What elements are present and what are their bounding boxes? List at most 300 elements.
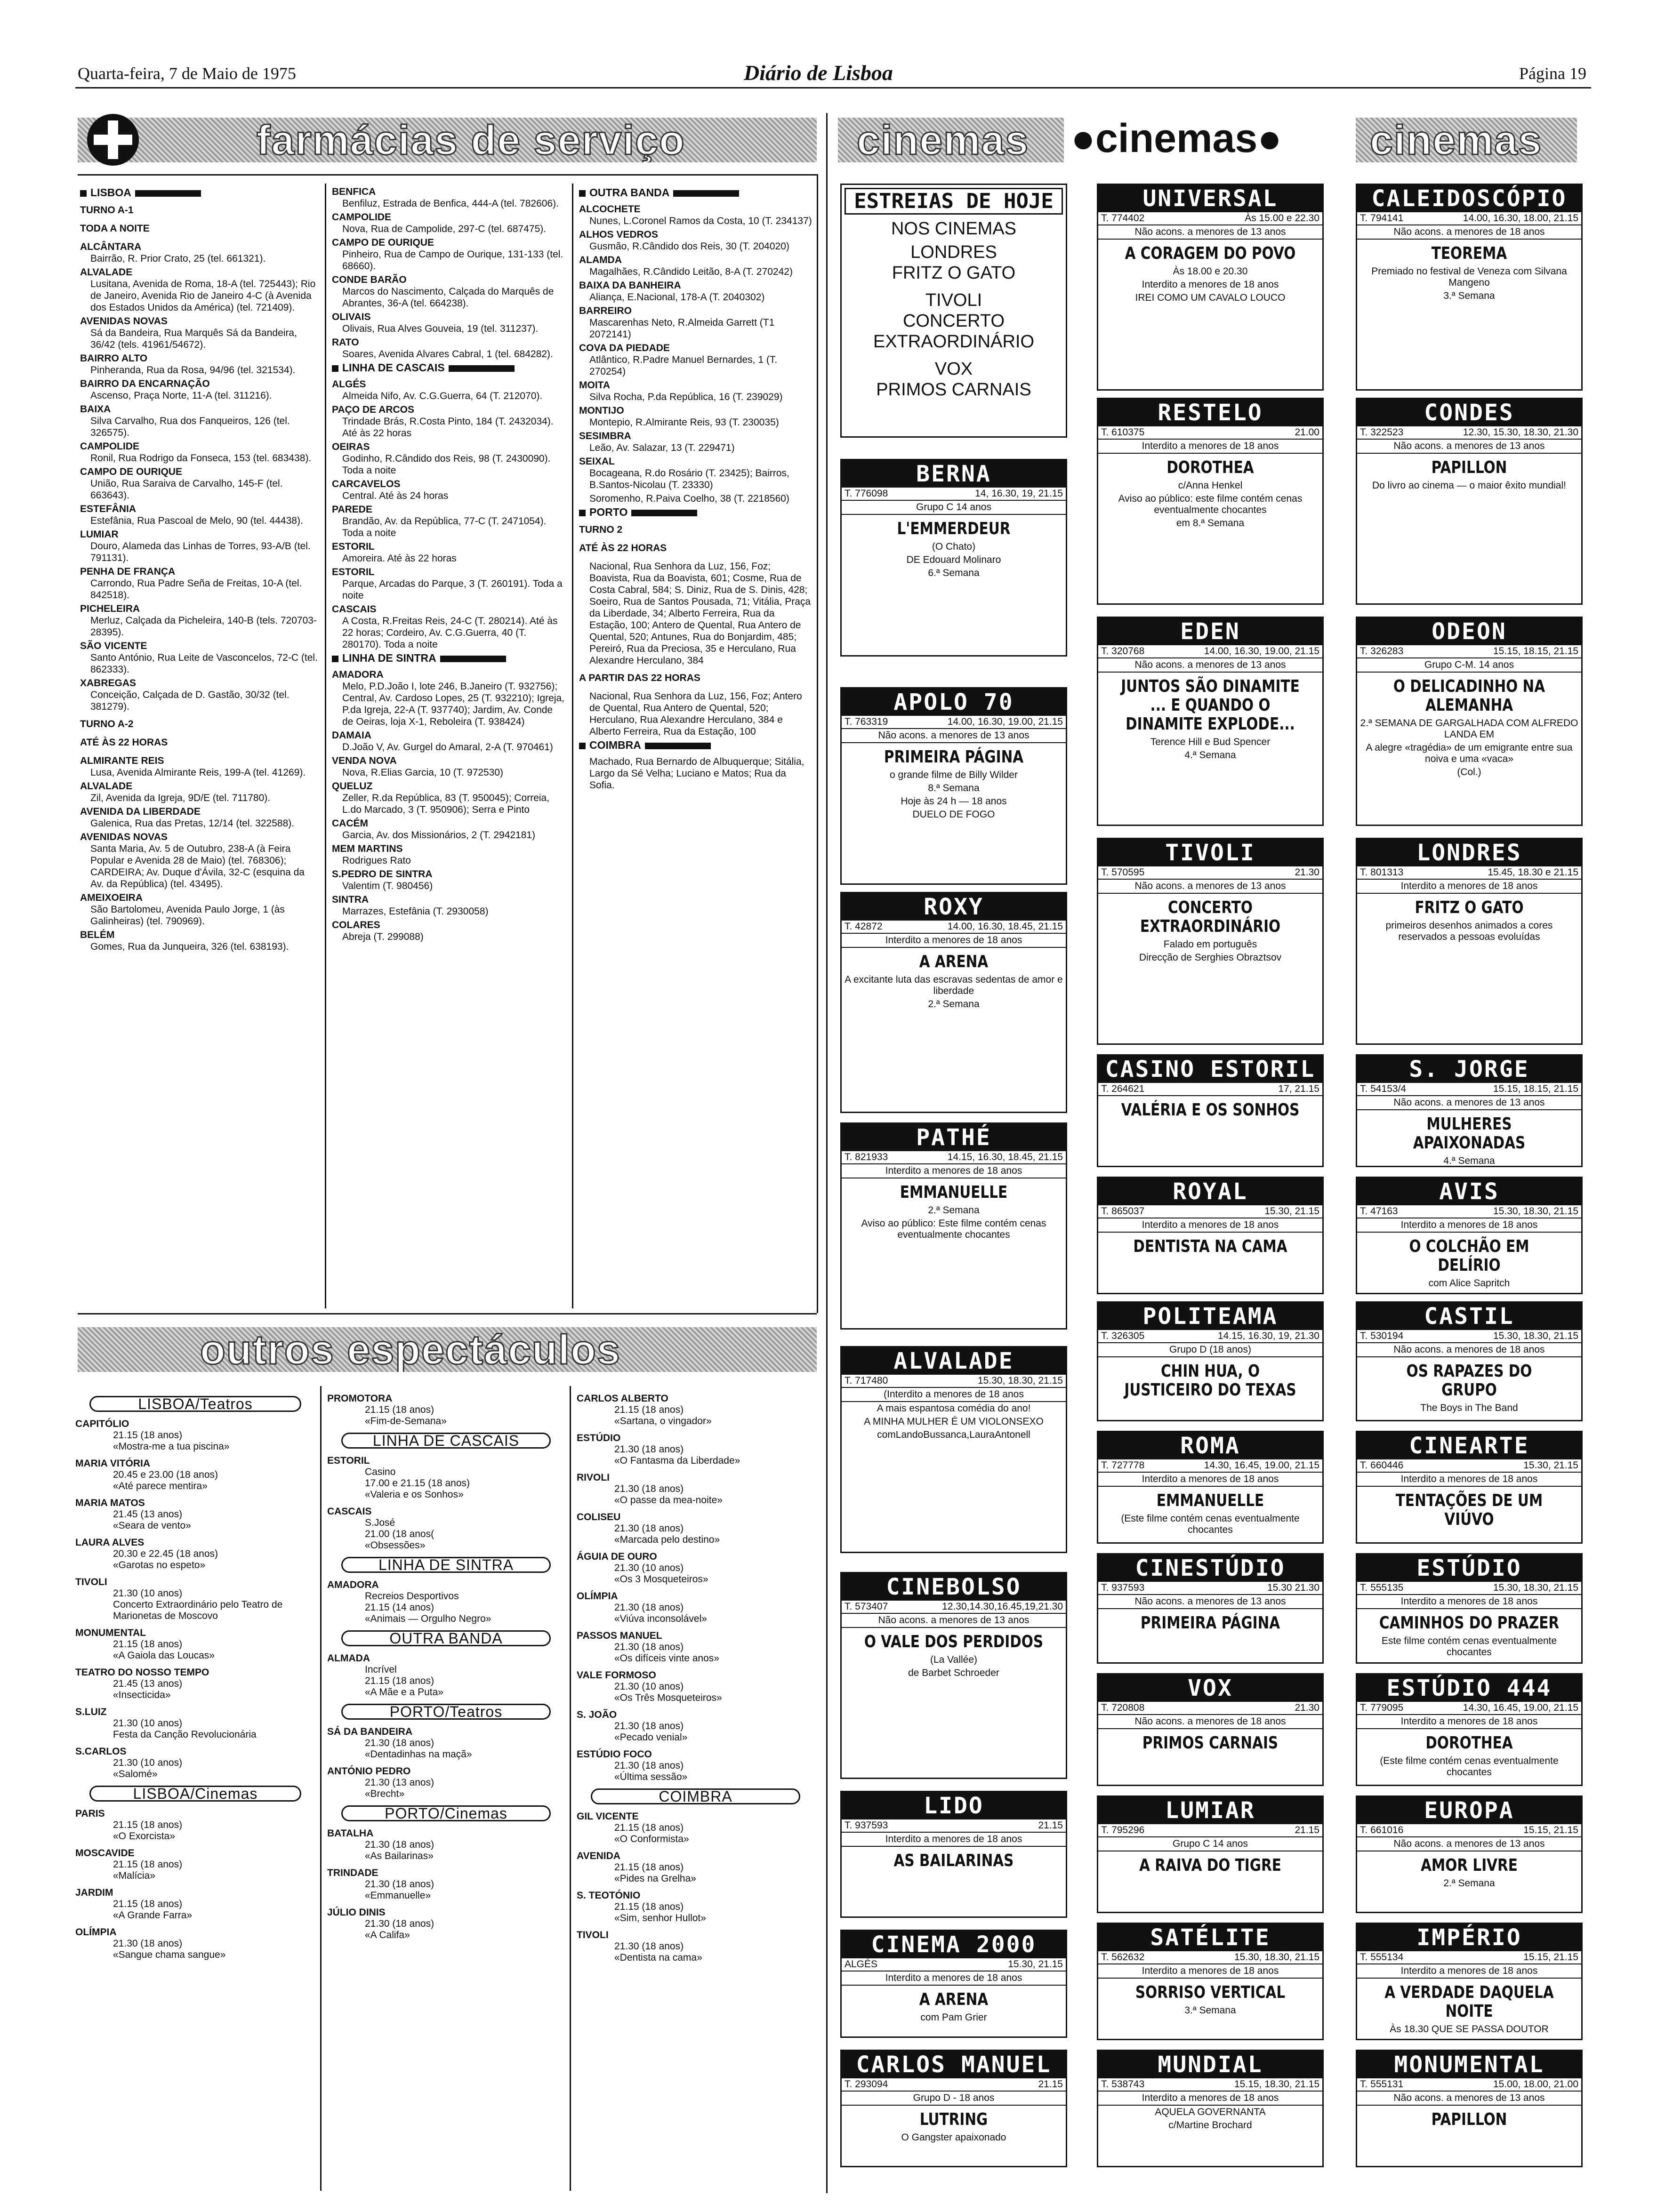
estreia-item: EXTRAORDINÁRIO — [873, 332, 1035, 352]
pharmacy-locality: LUMIAR — [80, 529, 119, 540]
cinema-phone: T. 779095 — [1360, 1702, 1404, 1713]
cinema-listing — [1356, 184, 1583, 391]
cinema-rating: Não acons. a menores de 13 anos — [1357, 440, 1581, 454]
pharmacy-entry — [332, 237, 565, 272]
cinema-phone-times — [1098, 1824, 1322, 1837]
pharmacy-detail: Lusa, Avenida Almirante Reis, 199-A (tel. 41269). — [90, 767, 306, 778]
section-marker — [579, 743, 586, 749]
cinema-showtimes: 21.15 — [1295, 1825, 1319, 1835]
cinema-phone-times — [842, 1819, 1066, 1833]
venue-detail: «O Conformista» — [614, 1834, 689, 1844]
pharmacy-detail: Gomes, Rua da Junqueira, 326 (tel. 638193). — [90, 941, 289, 952]
section-rule — [135, 190, 201, 197]
cinema-phone-times — [1357, 1083, 1581, 1096]
cinema-listing — [1097, 1795, 1324, 1913]
pharmacy-detail: Godinho, R.Cândido dos Reis, 98 (T. 2430090). Toda a noite — [342, 453, 551, 476]
cinema-listing — [1097, 2050, 1324, 2167]
pharmacy-locality: BAIRRO ALTO — [80, 353, 148, 364]
turno-heading: TURNO A-1 — [80, 205, 134, 216]
cinema-listing — [1097, 398, 1324, 605]
cinema-listing — [840, 687, 1067, 885]
pharmacy-detail: Sá da Bandeira, Rua Marquês Sá da Bandeira, 36/42 (tels. 41961/54672). — [90, 328, 297, 350]
cinema-phone: T. 555135 — [1360, 1582, 1404, 1593]
venue-entry — [75, 1848, 315, 1882]
cinema-listing — [1097, 617, 1324, 826]
cinema-listing — [1356, 1673, 1583, 1786]
cinemas-banner-right — [1356, 118, 1577, 162]
cinema-name: CASTIL — [1357, 1303, 1581, 1330]
outros-column-1 — [75, 1393, 315, 1966]
pharmacy-entry — [332, 378, 565, 402]
pharmacy-detail: Soares, Avenida Alvares Cabral, 1 (tel. 684282). — [342, 349, 553, 360]
venue-name: JARDIM — [75, 1887, 113, 1898]
venue-detail: «Viúva inconsolável» — [614, 1613, 707, 1624]
venue-entry — [327, 1726, 565, 1760]
cinema-phone: T. 776098 — [845, 488, 888, 499]
pharmacy-entry — [332, 404, 565, 439]
cinema-rating: Não acons. a menores de 13 anos — [1357, 1837, 1581, 1851]
pharmacy-locality: XABREGAS — [80, 678, 137, 689]
pharmacy-detail: Marrazes, Estefânia (T. 2930058) — [342, 906, 489, 917]
venue-entry — [577, 1591, 814, 1625]
venue-detail: «Dentista na cama» — [614, 1952, 702, 1963]
pharmacy-entry — [332, 274, 565, 309]
cinema-name: LONDRES — [1357, 839, 1581, 866]
cinema-name: VOX — [1098, 1675, 1322, 1702]
cinema-showtimes: 15.30, 18.30, 21.15 — [1493, 1330, 1578, 1341]
pharmacy-detail: Gusmão, R.Cândido dos Reis, 30 (T. 204020) — [589, 241, 789, 252]
cinema-showtimes: 15.45, 18.30 e 21.15 — [1488, 867, 1578, 878]
cinema-listing — [1356, 1795, 1583, 1913]
venue-detail: «Obsessões» — [365, 1540, 426, 1551]
pharmacy-entry — [80, 503, 318, 527]
cinema-rating: Interdito a menores de 18 anos — [1357, 880, 1581, 894]
venue-entry — [75, 1927, 315, 1961]
pharmacy-locality: MEM MARTINS — [332, 843, 403, 854]
venue-detail: Festa da Canção Revolucionária — [113, 1729, 257, 1740]
venue-detail: «Sangue chama sangue» — [113, 1949, 226, 1960]
venue-entry — [75, 1537, 315, 1571]
section-marker — [579, 510, 586, 516]
cinema-name: UNIVERSAL — [1098, 185, 1322, 212]
pharmacy-locality: QUELUZ — [332, 781, 373, 792]
pharmacy-locality: ESTORIL — [332, 541, 375, 552]
outros-banner — [78, 1327, 817, 1372]
cinema-rating: Não acons. a menores de 13 anos — [1098, 1595, 1322, 1609]
film-note: A excitante luta das escravas sedentas de amor e liberdade — [845, 974, 1063, 996]
pharmacy-entry — [80, 780, 318, 804]
film-note: Hoje às 24 h — 18 anos — [901, 796, 1007, 807]
pharmacy-entry — [579, 456, 812, 491]
cinema-rating: Interdito a menores de 18 anos — [1357, 1715, 1581, 1729]
venue-detail: 21.45 (13 anos) — [113, 1509, 183, 1520]
venue-detail: S.José — [365, 1517, 395, 1528]
cinema-rating: Grupo D (18 anos) — [1098, 1343, 1322, 1357]
pharmacy-detail: Santo António, Rua Leite de Vasconcelos, 72-C (tel. 862333). — [90, 652, 318, 675]
cinema-showtimes: 15.30, 18.30, 21.15 — [1493, 1206, 1578, 1217]
venue-entry — [327, 1828, 565, 1862]
farmacias-banner — [78, 118, 817, 162]
cinema-phone: T. 661016 — [1360, 1825, 1404, 1835]
section-rule — [631, 510, 697, 516]
pharmacy-locality: AVENIDAS NOVAS — [80, 832, 168, 842]
cinema-phone-times — [1357, 866, 1581, 880]
venue-name: BATALHA — [327, 1828, 374, 1839]
cinema-phone-times — [1098, 426, 1322, 440]
venue-detail: Recreios Desportivos — [365, 1591, 459, 1602]
venue-detail: 21.30 (13 anos) — [365, 1777, 434, 1788]
cinema-phone: T. 326305 — [1101, 1330, 1145, 1341]
venue-detail: «O Fantasma da Liberdade» — [614, 1455, 740, 1466]
venue-name: JÚLIO DINIS — [327, 1907, 386, 1918]
film-note: o grande filme de Billy Wilder — [890, 769, 1018, 780]
venue-name: TIVOLI — [75, 1577, 107, 1587]
venue-detail: 21.30 (18 anos) — [365, 1918, 434, 1929]
film-note: Às 18.00 e 20.30 — [1173, 266, 1248, 277]
venue-detail: 21.15 (18 anos) — [113, 1639, 183, 1650]
venue-detail: 21.30 (18 anos) — [614, 1941, 684, 1952]
cinema-phone: T. 937593 — [845, 1820, 888, 1831]
venue-detail: 21.15 (18 anos) — [113, 1899, 183, 1909]
film-title: FRITZ O GATO — [1415, 898, 1524, 917]
film-note: 2.ª Semana — [928, 1205, 980, 1216]
pharmacy-locality: CARCAVELOS — [332, 479, 401, 489]
section-pill: LISBOA/Cinemas — [89, 1786, 301, 1802]
cinema-phone: T. 717480 — [845, 1375, 888, 1386]
film-title: O DELICADINHO NA ALEMANHA — [1393, 677, 1545, 715]
section-pill: LINHA DE SINTRA — [341, 1557, 551, 1573]
venue-detail: «O Exorcista» — [113, 1831, 175, 1842]
venue-name: CARLOS ALBERTO — [577, 1393, 668, 1404]
cinema-phone-times — [1357, 1459, 1581, 1473]
pharmacy-locality: DAMAIA — [332, 730, 371, 741]
venue-detail: 21.45 (13 anos) — [113, 1678, 183, 1689]
cinema-name: CONDES — [1357, 399, 1581, 426]
film-title: DOROTHEA — [1166, 458, 1254, 477]
pharmacy-locality: CAMPOLIDE — [332, 212, 391, 223]
cinemas-heading: ●cinemas● — [1071, 116, 1282, 161]
cinema-rating: Grupo C 14 anos — [842, 501, 1066, 515]
venue-name: COLISEU — [577, 1512, 621, 1523]
cinema-phone-times — [1098, 645, 1322, 658]
pharmacy-entry — [332, 311, 565, 335]
film-note: Aviso ao público: este filme contém cenas eventualmente chocantes — [1118, 493, 1303, 515]
venue-entry — [577, 1811, 814, 1845]
film-note: Premiado no festival de Veneza com Silvana Mangeno — [1371, 266, 1567, 288]
cinema-rating: Interdito a menores de 18 anos — [1098, 1218, 1322, 1233]
venue-entry — [75, 1887, 315, 1921]
film-note: (Este filme contém cenas eventualmente chocantes — [1380, 1755, 1559, 1778]
pharmacy-entry — [80, 403, 318, 439]
pharmacy-detail: Aliança, E.Nacional, 178-A (T. 2040302) — [589, 292, 765, 303]
cinema-showtimes: 15.30, 21.15 — [1523, 1460, 1578, 1471]
venue-detail: «Sim, senhor Hullot» — [614, 1913, 706, 1923]
section-heading — [332, 652, 565, 664]
venue-name: ÁGUIA DE OURO — [577, 1551, 657, 1562]
venue-detail: «Insecticida» — [113, 1690, 171, 1700]
outros-column-2 — [327, 1393, 565, 1947]
cinema-rating: Interdito a menores de 18 anos — [1098, 1473, 1322, 1487]
cinema-phone: T. 720808 — [1101, 1702, 1145, 1713]
cinema-showtimes: 15.00, 18.00, 21.00 — [1493, 2079, 1578, 2090]
pharmacy-detail: A Costa, R.Freitas Reis, 24-C (T. 280214). Até às 22 horas; Cordeiro, Av. C.G.Guerra, 40 (T. 280170). Toda a noite — [342, 616, 558, 650]
film-note: The Boys in The Band — [1420, 1403, 1518, 1413]
venue-detail: «Fim-de-Semana» — [365, 1416, 447, 1427]
venue-name: CAPITÓLIO — [75, 1419, 129, 1429]
pharmacy-locality: ALGÉS — [332, 379, 366, 390]
pharmacy-locality: PAÇO DE ARCOS — [332, 404, 415, 415]
pharmacy-detail: Soromenho, R.Paiva Coelho, 38 (T. 2218560) — [589, 493, 789, 504]
section-heading — [579, 739, 812, 751]
venue-detail: 21.00 (18 anos( — [365, 1529, 434, 1539]
venue-detail: «As Bailarinas» — [365, 1851, 434, 1861]
cinema-name: ROYAL — [1098, 1178, 1322, 1205]
cinema-phone-times — [1357, 212, 1581, 225]
venue-detail: 21.30 (18 anos) — [614, 1721, 684, 1731]
cinema-rating: Interdito a menores de 18 anos — [842, 1972, 1066, 1986]
cinema-name: ESTÚDIO — [1357, 1555, 1581, 1582]
cinema-phone-times — [1357, 426, 1581, 440]
pharmacy-entry — [80, 441, 318, 464]
venue-detail: «Dentadinhas na maçã» — [365, 1749, 472, 1760]
pharmacy-locality: COVA DA PIEDADE — [579, 343, 670, 353]
cinema-showtimes: 21.15 — [1038, 1820, 1063, 1831]
pharmacy-detail: Melo, P.D.João I, lote 246, B.Janeiro (T. 932756); Central, Av. Cardoso Lopes, 25 (T. 932210); Igreja, P.da Igreja, 22-A (T. 937740); Jardim, Av. Conde de Oeiras, loja X-1, Reboleira (T. 938424) — [342, 681, 564, 727]
film-note: Direcção de Serghies Obraztsov — [1139, 952, 1282, 963]
pharmacy-entry — [579, 561, 812, 666]
film-note: c/Martine Brochard — [1168, 2120, 1252, 2131]
pharmacy-detail: Nunes, L.Coronel Ramos da Costa, 10 (T. 234137) — [589, 216, 812, 226]
cinema-phone-times — [1098, 1459, 1322, 1473]
film-note: 4.ª Semana — [1184, 750, 1236, 761]
cinema-phone: T. 821933 — [845, 1152, 888, 1162]
film-note: (Col.) — [1457, 767, 1481, 777]
turno-heading: TURNO A-2 — [80, 719, 134, 729]
pharmacy-entry — [332, 919, 565, 943]
venue-entry — [577, 1472, 814, 1506]
pharmacy-locality: ALVALADE — [80, 781, 133, 792]
cinema-listing — [1356, 1301, 1583, 1421]
pharmacy-locality: MONTIJO — [579, 405, 624, 416]
venue-detail: 20.45 e 23.00 (18 anos) — [113, 1469, 218, 1480]
pharmacy-detail: Carrondo, Rua Padre Seña de Freitas, 10-A (tel. 842518). — [90, 578, 302, 601]
film-title: A VERDADE DAQUELA NOITE — [1384, 1983, 1554, 2021]
cinema-name: BERNA — [842, 460, 1066, 488]
pharmacy-detail: São Bartolomeu, Avenida Paulo Jorge, 1 (às Galinheiras) (tel. 790969). — [90, 904, 285, 927]
venue-detail: 21.30 (18 anos) — [113, 1938, 183, 1949]
cinema-phone-times — [1357, 2078, 1581, 2092]
venue-detail: «Os difíceis vinte anos» — [614, 1653, 719, 1664]
venue-detail: 21.15 (18 anos) — [365, 1675, 434, 1686]
cinema-listing — [840, 459, 1067, 657]
venue-name: OLÍMPIA — [577, 1591, 618, 1602]
cinema-showtimes: 14.00, 16.30, 18.00, 21.15 — [1463, 213, 1578, 224]
turno-heading: TURNO 2 — [579, 524, 623, 535]
cinema-phone-times — [1357, 1951, 1581, 1964]
pharmacy-entry — [80, 806, 318, 829]
film-note: (La Vallée) — [930, 1654, 977, 1665]
pharmacy-locality: ESTORIL — [332, 567, 375, 577]
pharmacy-entry — [332, 186, 565, 209]
pharmacy-entry — [332, 541, 565, 564]
cinema-listing — [1097, 1923, 1324, 2040]
pharmacy-detail: Brandão, Av. da República, 77-C (T. 2471054). Toda a noite — [342, 516, 547, 538]
film-title: TEOREMA — [1431, 244, 1507, 263]
pharmacy-detail: Atlântico, R.Padre Manuel Bernardes, 1 (T. 270254) — [589, 354, 778, 377]
cinema-name: CALEIDOSCÓPIO — [1357, 185, 1581, 212]
cinema-phone: T. 610375 — [1101, 427, 1145, 438]
pharmacy-detail: Pinheiro, Rua de Campo de Ourique, 131-133 (tel. 68660). — [342, 249, 563, 272]
pharmacy-entry — [332, 603, 565, 650]
col-divider-1 — [325, 184, 326, 1308]
cinema-showtimes: 15.30, 21.15 — [1264, 1206, 1319, 1217]
cinema-showtimes: 14.00, 16.30, 18.45, 21.15 — [947, 921, 1063, 932]
header-rule — [75, 87, 1591, 88]
cinema-phone: T. 795296 — [1101, 1825, 1145, 1835]
film-note: 6.ª Semana — [928, 568, 980, 578]
estreias-sub: NOS CINEMAS — [891, 219, 1017, 239]
pharmacy-locality: PENHA DE FRANÇA — [80, 566, 176, 577]
pharmacy-detail: Abreja (T. 299088) — [342, 931, 424, 942]
cinema-showtimes: 15.30, 18.30, 21.15 — [978, 1375, 1063, 1386]
section-marker — [332, 365, 338, 372]
cinema-showtimes: 15.15, 21.15 — [1523, 1825, 1578, 1835]
venue-detail: «Seara de vento» — [113, 1520, 191, 1531]
venue-entry — [577, 1433, 814, 1467]
cinema-phone-times — [1357, 1205, 1581, 1218]
film-note: DE Edouard Molinaro — [906, 554, 1001, 565]
turno-heading: A PARTIR DAS 22 HORAS — [579, 673, 700, 683]
cinema-name: LIDO — [842, 1792, 1066, 1819]
film-title: L'EMMERDEUR — [897, 519, 1011, 538]
cinema-phone-times — [842, 2078, 1066, 2092]
cinema-name: RESTELO — [1098, 399, 1322, 426]
film-note: de Barbet Schroeder — [908, 1667, 999, 1678]
venue-detail: «Pecado venial» — [614, 1732, 688, 1743]
cinema-phone: T. 47163 — [1360, 1206, 1398, 1217]
cinema-listing — [1356, 1923, 1583, 2040]
venue-detail: 21.30 (10 anos) — [113, 1588, 183, 1599]
venue-detail: 21.30 (18 anos) — [614, 1523, 684, 1534]
cinema-rating: Não acons. a menores de 13 anos — [842, 1614, 1066, 1628]
pharmacy-detail: Machado, Rua Bernardo de Albuquerque; Sitália, Largo da Sé Velha; Luciano e Matos; Rua da Sofia. — [589, 756, 804, 791]
pharmacy-detail: Lusitana, Avenida de Roma, 18-A (tel. 725443); Rio de Janeiro, Avenida Rio de Janeiro 4-C (à Avenida dos Estados Unidos da América) (tel. 721409). — [90, 279, 316, 313]
section-marker — [332, 656, 338, 662]
venue-name: AMADORA — [327, 1579, 379, 1590]
section-pill: PORTO/Cinemas — [341, 1805, 551, 1821]
pharmacy-locality: BAIXA DA BANHEIRA — [579, 280, 681, 291]
cinema-name: CARLOS MANUEL — [842, 2051, 1066, 2078]
section-marker — [80, 190, 87, 197]
film-title: A CORAGEM DO POVO — [1125, 244, 1296, 263]
pharmacy-locality: S.PEDRO DE SINTRA — [332, 869, 433, 880]
pharmacy-entry — [332, 669, 565, 728]
film-note: primeiros desenhos animados a cores reservados a pessoas evoluídas — [1385, 920, 1553, 942]
film-title: PRIMEIRA PÁGINA — [884, 747, 1024, 767]
section-heading — [80, 187, 318, 199]
film-title: CAMINHOS DO PRAZER — [1379, 1613, 1560, 1633]
cinema-phone: T. 42872 — [845, 921, 883, 932]
cinema-phone: T. 801313 — [1360, 867, 1404, 878]
pharmacy-entry — [579, 379, 812, 403]
farmacias-column-3 — [579, 186, 812, 793]
cinema-phone: T. 293094 — [845, 2079, 888, 2090]
pharmacy-entry — [80, 241, 318, 264]
pharmacy-detail: Pinheranda, Rua da Rosa, 94/96 (tel. 321534). — [90, 365, 296, 376]
pharmacy-detail: Nova, R.Elias Garcia, 10 (T. 972530) — [342, 767, 503, 778]
film-title: PRIMOS CARNAIS — [1142, 1733, 1279, 1753]
cinema-phone-times — [1098, 1083, 1322, 1096]
pharmacy-locality: CAMPOLIDE — [80, 441, 139, 452]
venue-name: SÁ DA BANDEIRA — [327, 1726, 413, 1737]
estreia-item: LONDRES — [910, 242, 997, 262]
venue-detail: 21.30 (18 anos) — [614, 1602, 684, 1613]
pharmacy-detail: Benfiluz, Estrada de Benfica, 444-A (tel. 782606). — [342, 198, 559, 209]
farmacias-banner-text: farmácias de serviço — [257, 118, 685, 162]
pharmacy-detail: Douro, Alameda das Linhas de Torres, 93-A/B (tel. 791131). — [90, 541, 311, 563]
film-title: PAPILLON — [1431, 2110, 1507, 2129]
venue-detail: «Os Três Mosqueteiros» — [614, 1692, 722, 1703]
venue-entry — [327, 1766, 565, 1800]
cinema-listing — [840, 892, 1067, 1113]
cinema-name: S. JORGE — [1357, 1056, 1581, 1083]
cinema-rating: Não acons. a menores de 13 anos — [1098, 658, 1322, 673]
pharmacy-detail: Estefânia, Rua Pascoal de Melo, 90 (tel. 44438). — [90, 515, 303, 526]
venue-detail: 21.30 (18 anos) — [614, 1642, 684, 1652]
cinema-phone: T. 555134 — [1360, 1952, 1404, 1963]
pharmacy-locality: BELÉM — [80, 930, 115, 940]
pharmacy-detail: Ronil, Rua Rodrigo da Fonseca, 153 (tel. 683438). — [90, 453, 312, 464]
cinema-phone: T. 774402 — [1101, 213, 1145, 224]
pharmacy-detail: Zil, Avenida da Igreja, 9D/E (tel. 711780). — [90, 793, 271, 803]
cinema-phone-times — [1098, 2078, 1322, 2092]
cinema-listing — [1097, 1054, 1324, 1167]
venue-detail: 21.15 (18 anos) — [113, 1430, 183, 1441]
venue-detail: 21.30 (18 anos) — [365, 1738, 434, 1748]
col-divider-2 — [572, 184, 573, 1308]
pharmacy-entry — [80, 929, 318, 953]
venue-name: TIVOLI — [577, 1930, 609, 1940]
film-note: A alegre «tragédia» de um emigrante entre sua noiva e uma «vaca» — [1366, 742, 1573, 764]
cinema-phone-times — [1098, 866, 1322, 880]
film-title: VALÉRIA E OS SONHOS — [1121, 1100, 1300, 1120]
pharmacy-locality: PICHELEIRA — [80, 603, 140, 614]
venue-entry — [75, 1498, 315, 1531]
film-title: EMMANUELLE — [900, 1183, 1008, 1202]
film-title: DOROTHEA — [1425, 1733, 1513, 1753]
venue-entry — [577, 1930, 814, 1964]
cinema-phone-times — [842, 921, 1066, 934]
cinema-showtimes: 21.00 — [1295, 427, 1319, 438]
cinema-rating: Não acons. a menores de 18 anos — [1357, 225, 1581, 240]
film-note: Aviso ao público: Este filme contém cenas eventualmente chocantes — [861, 1218, 1046, 1240]
pharmacy-entry — [332, 211, 565, 235]
cinema-phone-times — [842, 1958, 1066, 1972]
pharmacy-entry — [332, 817, 565, 841]
venue-detail: «Até parece mentira» — [113, 1481, 208, 1491]
pharmacy-locality: CAMPO DE OURIQUE — [80, 466, 183, 477]
venue-detail: 21.15 (18 anos) — [365, 1404, 434, 1415]
venue-detail: 21.15 (18 anos) — [113, 1819, 183, 1830]
pharmacy-locality: BAIXA — [80, 404, 111, 415]
cinema-phone: T. 865037 — [1101, 1206, 1145, 1217]
cinema-name: CASINO ESTORIL — [1098, 1056, 1322, 1083]
cinema-phone: T. 320768 — [1101, 646, 1145, 657]
cinema-name: ROMA — [1098, 1432, 1322, 1459]
estreia-item: TIVOLI — [925, 290, 982, 310]
venue-name: AVENIDA — [577, 1851, 620, 1861]
cinema-showtimes: 15.30 21.30 — [1267, 1582, 1319, 1593]
